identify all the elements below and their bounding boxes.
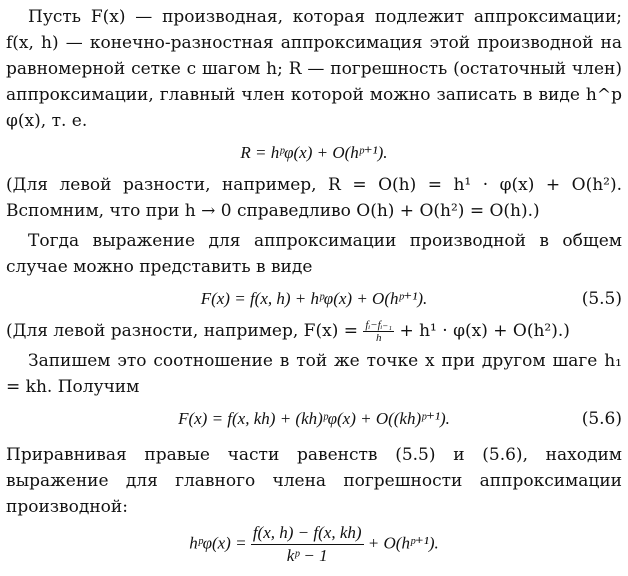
equation-5-6 bbox=[6, 400, 622, 438]
paragraph-left-difference-note: (Для левой разности, например, R = O(h) = h¹ · φ(x) + O(h²). Вспомним, что при h → 0 справедливо O(h) + O(h²) = O(h).) bbox=[6, 175, 622, 221]
page-content bbox=[6, 0, 622, 576]
paragraph-equating: Приравнивая правые части равенств (5.5) и (5.6), находим выражение для главного члена погрешности аппроксимации производной: bbox=[6, 445, 622, 517]
equation-number: (5.5) bbox=[581, 289, 622, 309]
display-fraction bbox=[251, 522, 364, 567]
equation-5-5 bbox=[6, 280, 622, 318]
equation-number: (5.6) bbox=[581, 409, 622, 429]
fraction-denominator: h bbox=[375, 332, 382, 344]
fraction-denominator: kᵖ − 1 bbox=[286, 546, 328, 565]
equation-rhs: + O(hᵖ⁺¹). bbox=[367, 533, 439, 553]
equation-body: F(x) = f(x, h) + hᵖφ(x) + O(hᵖ⁺¹). bbox=[200, 289, 428, 308]
inline-fraction bbox=[363, 319, 394, 344]
text-fragment: (Для левой разности, например, F(x) = bbox=[6, 321, 358, 341]
equation-body: F(x) = f(x, kh) + (kh)ᵖφ(x) + O((kh)ᵖ⁺¹). bbox=[178, 409, 450, 428]
paragraph-other-step: Запишем это соотношение в той же точке x при другом шаге h₁ = kh. Получим bbox=[6, 351, 622, 397]
fraction-numerator: f(x, h) − f(x, kh) bbox=[251, 522, 364, 545]
equation-body bbox=[6, 522, 622, 567]
equation-lhs: hᵖφ(x) = bbox=[189, 533, 247, 553]
text-fragment: + h¹ · φ(x) + O(h²).) bbox=[399, 321, 570, 341]
equation-remainder bbox=[6, 134, 622, 172]
equation-principal-term bbox=[6, 520, 622, 576]
paragraph-definitions: Пусть F(x) — производная, которая подлежит аппроксимации; f(x, h) — конечно-разностная аппроксимация этой производной на равномерной сетке с шагом h; R — погрешность (остаточный член) аппроксимации, главный член которой можно записать в виде h^p φ(x), т. е. bbox=[6, 7, 622, 131]
paragraph-general-form: Тогда выражение для аппроксимации производной в общем случае можно представить в виде bbox=[6, 231, 622, 277]
paragraph-left-difference-example bbox=[6, 318, 622, 344]
equation-body: R = hᵖφ(x) + O(hᵖ⁺¹). bbox=[240, 143, 388, 162]
fraction-numerator: fᵢ−fᵢ₋₁ bbox=[365, 319, 393, 331]
